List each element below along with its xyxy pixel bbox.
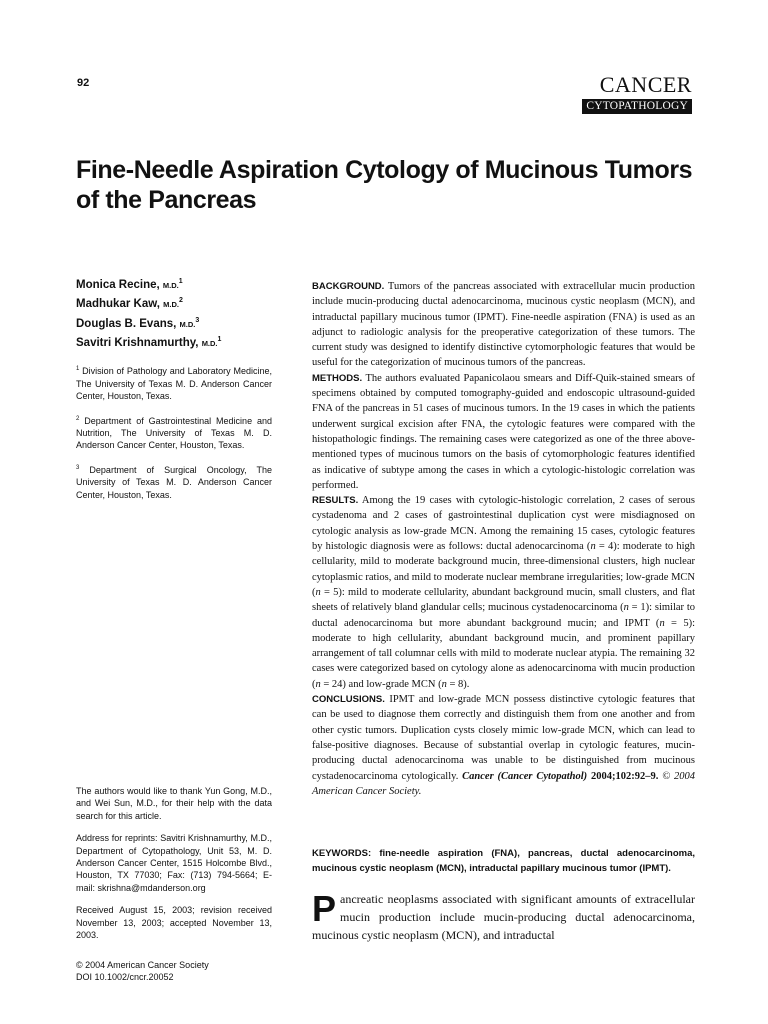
section-label: CONCLUSIONS. bbox=[312, 694, 385, 706]
acknowledgment: The authors would like to thank Yun Gong, M.D., and Wei Sun, M.D., for their help with the data search for this article. bbox=[76, 786, 272, 821]
copyright-notice: © 2004 American Cancer Society bbox=[76, 960, 209, 970]
article-title: Fine-Needle Aspiration Cytology of Mucinous Tumors of the Pancreas bbox=[76, 156, 693, 214]
abstract-results: RESULTS. Among the 19 cases with cytologic-histologic correlation, 2 cases of serous cystadenoma and 2 cases of gastrointestinal duplication cyst were misdiagnosed on cytologic analysis as low-grade MCN. Among the remaining 15 cases, cytologic features by histologic diagnosis were as follows: ductal adenocarcinoma (n = 4): moderate to high cellularity, mild to moderate background mucin, three-dimensional clusters, high nuclear cytoplasmic ratios, and mild to moderate nuclear membrane irregularities; low-grade MCN (n = 5): mild to moderate cellularity, abundant background mucin, small clusters, and flat sheets of relatively bland glandular cells; mucinous cystadenocarcinoma (n = 1): similar to ductal adenocarcinoma but more abundant background mucin; and IPMT (n = 5): moderate to high cellularity, abundant background mucin, and prominent papillary arrangement of tall columnar cells with mild to moderate nuclear atypia. The remaining 32 cases were categorized based on cytology alone as adenocarcinoma with mucin production (n = 24) and low-grade MCN (n = 8). bbox=[312, 495, 696, 690]
author: Monica Recine, M.D.$^1$ bbox=[76, 278, 183, 291]
abstract-methods: METHODS. The authors evaluated Papanicolaou smears and Diff-Quik-stained smears of specimens obtained by computed tomography-guided and endoscopic ultrasound-guided FNA of the pancreas in 51 cases of mucinous tumors. In the 19 cases in which the patients underwent surgical excision after FNA, the cytologic features were compared with the histopathologic findings. The remaining cases were categorized as one of the three above-mentioned types of mucinous tumors on the basis of cytomorphologic features identified as indicative of subtype among the cases in which a cytologic-histologic correlation was performed. bbox=[312, 372, 695, 491]
reprint-address: Address for reprints: Savitri Krishnamurthy, M.D., Department of Cytopathology, Unit 53, M. D. Anderson Cancer Center, 1515 Holcombe Blvd., Houston, TX 77030; Fax: (713) 794-5664; E-mail: skrishna@mdanderson.org bbox=[76, 833, 272, 893]
abstract-background: BACKGROUND. Tumors of the pancreas associated with extracellular mucin production include mucin-producing ductal adenocarcinoma, mucinous cystic neoplasm (MCN), and intraductal papillary mucinous tumor (IPMT). Fine-needle aspiration (FNA) is used as an adjunct to radiologic analysis for the preoperative categorization of these tumors. The current study was designed to identify distinctive cytomorphologic features that would be useful for the categorization of mucinous tumors of the pancreas. bbox=[312, 281, 695, 369]
footnotes bbox=[76, 785, 272, 951]
affiliation: $^3$ Department of Surgical Oncology, The University of Texas M. D. Anderson Cancer Center, Houston, Texas. bbox=[76, 464, 272, 500]
received-dates: Received August 15, 2003; revision received November 13, 2003; accepted November 13, 2003. bbox=[76, 905, 272, 941]
intro-paragraph: Pancreatic neoplasms associated with significant amounts of extracellular mucin production include mucin-producing ductal adenocarcinoma, mucinous cystic neoplasm (MCN), and intraductal bbox=[312, 888, 695, 942]
page-number: 92 bbox=[77, 77, 90, 89]
section-label: RESULTS. bbox=[312, 495, 359, 507]
doi: DOI 10.1002/cncr.20052 bbox=[76, 971, 174, 982]
journal-logo bbox=[582, 74, 692, 114]
journal-name: CANCER bbox=[599, 72, 692, 97]
affiliation: $^1$ Division of Pathology and Laboratory Medicine, The University of Texas M. D. Anderson Cancer Center, Houston, Texas. bbox=[76, 366, 272, 402]
author-list bbox=[76, 274, 272, 351]
copyright-block bbox=[76, 960, 276, 983]
abstract-conclusions: CONCLUSIONS. IPMT and low-grade MCN possess distinctive cytologic features that can be used to diagnose them correctly and distinguish them from one another and from other cystic tumors. Duplication cysts closely mimic low-grade MCN, which can lead to false-positive diagnoses. Because of substantial overlap in cytologic features, mucin-producing ductal adenocarcinoma was unable to be distinguished from mucinous cystadenocarcinoma cytologically. Cancer (Cancer Cytopathol) 2004;102:92–9. © 2004 American Cancer Society. bbox=[312, 694, 696, 797]
affiliation-list bbox=[76, 363, 272, 501]
citation-journal: Cancer (Cancer Cytopathol) bbox=[462, 770, 588, 782]
author: Savitri Krishnamurthy, M.D.$^1$ bbox=[76, 335, 222, 349]
affiliation: $^2$ Department of Gastrointestinal Medicine and Nutrition, The University of Texas M. D. Anderson Cancer Center, Houston, Texas. bbox=[76, 415, 272, 451]
section-label: BACKGROUND. bbox=[312, 281, 385, 292]
abstract bbox=[312, 279, 695, 799]
section-label: METHODS. bbox=[312, 372, 363, 384]
drop-cap: P bbox=[312, 888, 337, 929]
author: Madhukar Kaw, M.D.$^2$ bbox=[76, 297, 183, 311]
keywords: KEYWORDS: fine-needle aspiration (FNA), pancreas, ductal adenocarcinoma, mucinous cystic neoplasm (MCN), intraductal papillary mucinous tumor (IPMT). bbox=[312, 848, 695, 874]
author-column bbox=[76, 274, 272, 511]
journal-section: CYTOPATHOLOGY bbox=[582, 99, 692, 114]
author: Douglas B. Evans, M.D.$^3$ bbox=[76, 316, 200, 330]
